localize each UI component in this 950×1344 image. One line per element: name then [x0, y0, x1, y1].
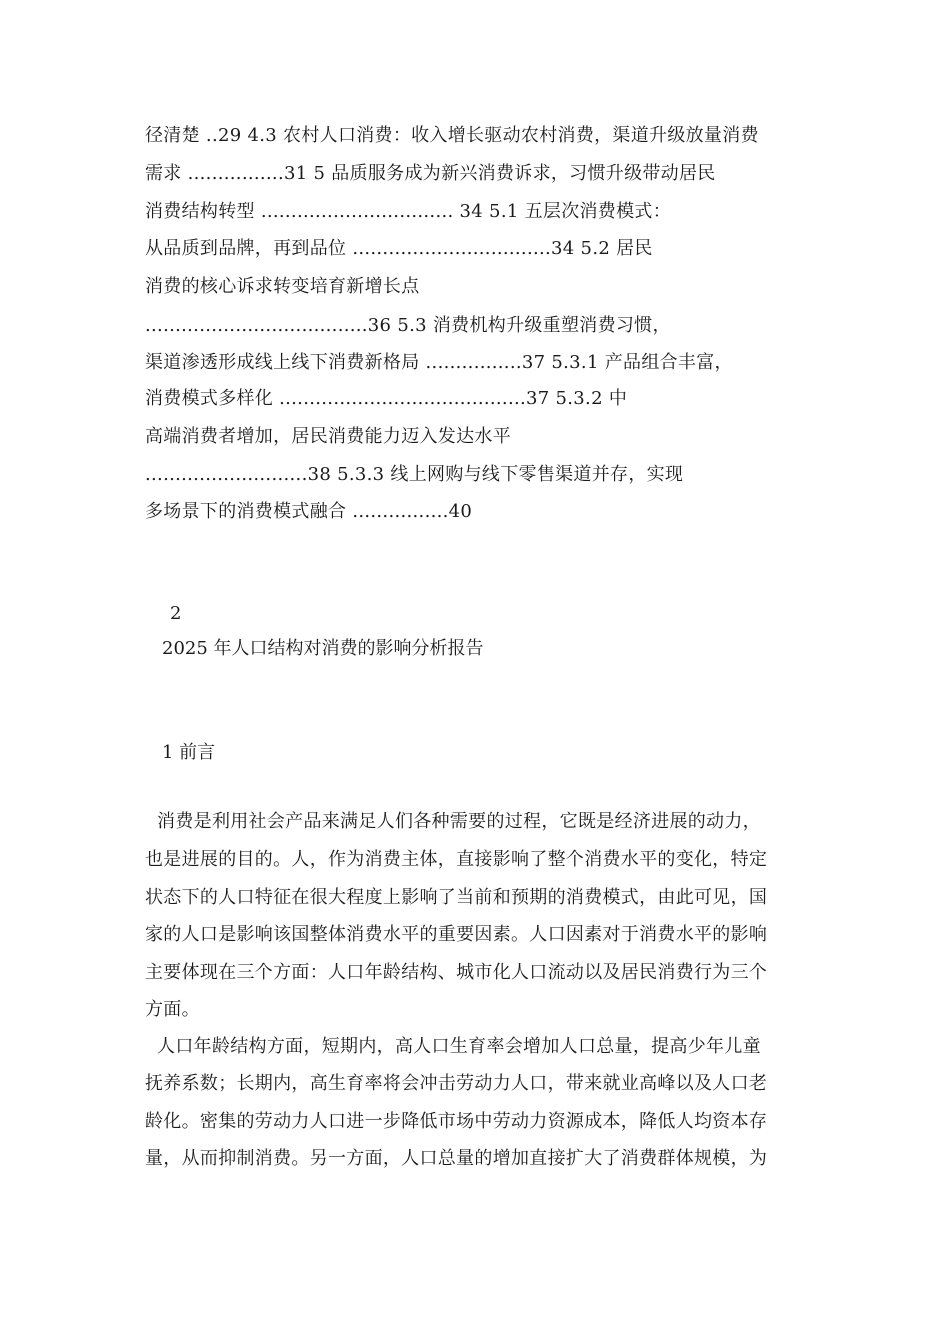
section-heading: 1 前言: [162, 742, 216, 763]
document-title: 2025 年人口结构对消费的影响分析报告: [162, 638, 484, 659]
body-line: 量，从而抑制消费。另一方面，人口总量的增加直接扩大了消费群体规模，为: [145, 1148, 768, 1169]
body-line: 抚养系数；长期内，高生育率将会冲击劳动力人口，带来就业高峰以及人口老: [145, 1073, 768, 1094]
body-line: 方面。: [145, 999, 200, 1020]
toc-line: 径清楚 ..29 4.3 农村人口消费：收入增长驱动农村消费，渠道升级放量消费: [145, 125, 759, 146]
body-line: 主要体现在三个方面：人口年龄结构、城市化人口流动以及居民消费行为三个: [145, 962, 768, 983]
toc-line: 需求 ................31 5 品质服务成为新兴消费诉求，习惯升级带动居民: [145, 163, 716, 184]
body-line: 状态下的人口特征在很大程度上影响了当前和预期的消费模式，由此可见，国: [145, 887, 768, 908]
body-line: 也是进展的目的。人，作为消费主体，直接影响了整个消费水平的变化，特定: [145, 849, 768, 870]
body-line: 人口年龄结构方面，短期内，高人口生育率会增加人口总量，提高少年儿童: [145, 1036, 761, 1057]
toc-line: 消费的核心诉求转变培育新增长点: [145, 276, 420, 297]
page-number: 2: [170, 603, 182, 624]
toc-line: 消费结构转型 ................................ 34 5.1 五层次消费模式：: [145, 201, 672, 222]
toc-line: 从品质到品牌，再到品位 .................................34 5.2 居民: [145, 238, 653, 259]
body-line: 龄化。密集的劳动力人口进一步降低市场中劳动力资源成本，降低人均资本存: [145, 1111, 768, 1132]
toc-line: .....................................36 5.3 消费机构升级重塑消费习惯，: [145, 315, 671, 336]
toc-line: 高端消费者增加，居民消费能力迈入发达水平: [145, 426, 511, 447]
body-line: 消费是利用社会产品来满足人们各种需要的过程，它既是经济进展的动力，: [145, 811, 761, 832]
toc-line: 多场景下的消费模式融合 ................40: [145, 501, 473, 522]
toc-line: 渠道渗透形成线上线下消费新格局 ................37 5.3.1 产品组合丰富，: [145, 352, 733, 373]
toc-line: 消费模式多样化 .........................................37 5.3.2 中: [145, 388, 628, 409]
toc-line: ...........................38 5.3.3 线上网购与线下零售渠道并存，实现: [145, 464, 684, 485]
body-line: 家的人口是影响该国整体消费水平的重要因素。人口因素对于消费水平的影响: [145, 924, 768, 945]
